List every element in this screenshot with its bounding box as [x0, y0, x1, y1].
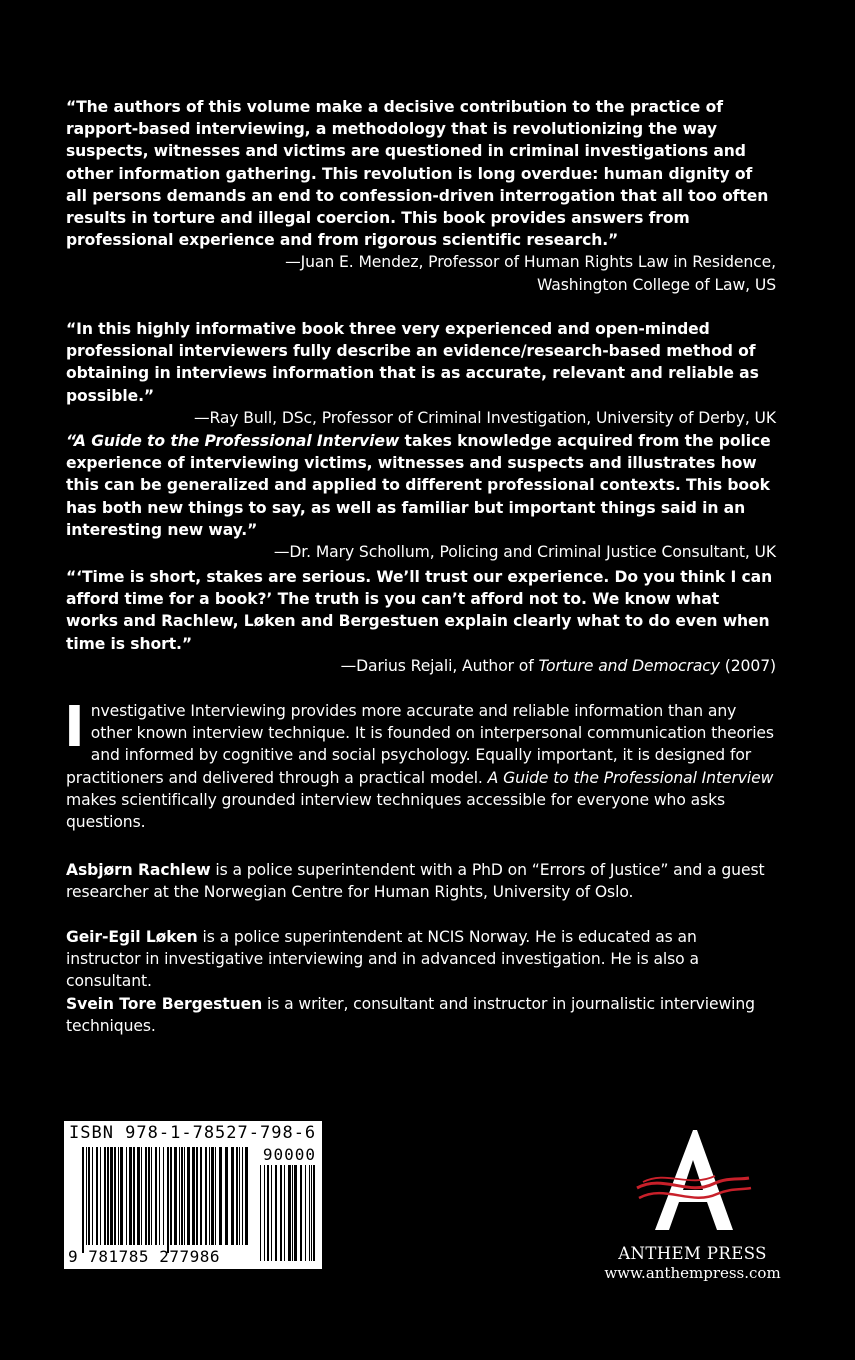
barcode-bar — [179, 1147, 180, 1245]
ean-digits: 9 781785 277986 — [68, 1247, 220, 1266]
book-title: Torture and Democracy — [538, 656, 720, 675]
attribution-line: —Dr. Mary Schollum, Policing and Criminal Justice Consultant, UK — [273, 543, 776, 562]
attribution-line: Washington College of Law, US — [536, 275, 776, 294]
barcode-bar — [219, 1147, 222, 1245]
barcode-bar — [100, 1147, 101, 1245]
book-title: A Guide to the Professional Interview — [487, 768, 774, 787]
barcode-bar — [170, 1147, 172, 1245]
addon-bar — [311, 1165, 312, 1261]
barcode-bar — [155, 1147, 157, 1245]
quote-attribution — [66, 541, 776, 563]
barcode-bar — [242, 1147, 243, 1245]
barcode-bar — [205, 1147, 207, 1245]
publisher-block — [590, 1126, 795, 1282]
author-bio-3: Svein Tore Bergestuen is a writer, consultant and instructor in journalistic interviewing techniques. — [66, 995, 755, 1036]
quote-attribution — [66, 407, 776, 429]
attribution-line: —Darius Rejali, Author of Torture and Democracy (2007) — [340, 656, 776, 675]
barcode-bar — [181, 1147, 183, 1245]
barcode-bar — [159, 1147, 160, 1245]
barcode-bar — [200, 1147, 202, 1245]
barcode-bar — [120, 1147, 123, 1245]
review-quote-1 — [66, 96, 776, 296]
addon-bar — [280, 1165, 282, 1261]
isbn-barcode — [64, 1121, 322, 1269]
addon-number: 90000 — [262, 1145, 316, 1164]
quote-attribution — [66, 655, 776, 677]
addon-bar — [294, 1165, 297, 1261]
addon-bar — [309, 1165, 310, 1261]
addon-bar — [260, 1165, 261, 1261]
addon-bar — [292, 1165, 293, 1261]
attribution-line: —Juan E. Mendez, Professor of Human Rights Law in Residence, — [285, 253, 776, 272]
barcode-bar — [110, 1147, 113, 1245]
barcode-bar — [163, 1147, 164, 1245]
publisher-url[interactable]: www.anthempress.com — [604, 1264, 781, 1282]
barcode-bar — [104, 1147, 106, 1245]
barcode-bar — [129, 1147, 132, 1245]
review-quote-2 — [66, 318, 776, 429]
review-quote-4 — [66, 566, 776, 677]
barcode-bar — [184, 1147, 185, 1245]
author-bio-2: Geir-Egil Løken is a police superintendent at NCIS Norway. He is educated as an instructor in investigative interviewing and in advanced investigation. He is also a consultant. — [66, 928, 699, 991]
barcode-bar — [118, 1147, 119, 1245]
publisher-name: ANTHEM PRESS — [618, 1244, 767, 1263]
anthem-press-logo — [633, 1126, 753, 1236]
isbn-label: ISBN 978-1-78527-798-6 — [69, 1123, 317, 1143]
barcode-bar — [148, 1147, 150, 1245]
addon-bar — [284, 1165, 285, 1261]
barcode-bar — [225, 1147, 228, 1245]
barcode-bar — [82, 1147, 84, 1253]
book-description: Investigative Interviewing provides more accurate and reliable information than any other known interview technique. It is founded on interpersonal communication theories and informed by cognitive and social psychology. Equally important, it is designed for practitioners and delivered through a practical model. A Guide to the Professional Interview makes scientifically grounded interview techniques accessible for everyone who asks questions. — [64, 695, 774, 832]
addon-bar — [267, 1165, 269, 1261]
addon-bar — [264, 1165, 265, 1261]
barcode-bar — [187, 1147, 190, 1245]
quote-text: “In this highly informative book three very experienced and open-minded professional interviewers fully describe an evidence/research-based method of obtaining in interviews information that is as accurate, relevant and reliable as possible.” — [66, 320, 759, 405]
addon-bar — [300, 1165, 302, 1261]
quote-text: “‘Time is short, stakes are serious. We’ll trust our experience. Do you think I can afford time for a book?’ The truth is you can’t afford not to. We know what works and Rachlew, Løken and Bergestuen explain clearly what to do even when time is short.” — [66, 568, 773, 653]
barcode-bar — [174, 1147, 177, 1245]
attribution-line: —Ray Bull, DSc, Professor of Criminal Investigation, University of Derby, UK — [193, 408, 776, 427]
barcode-bar — [145, 1147, 147, 1245]
barcode-bar — [151, 1147, 152, 1245]
author-name: Svein Tore Bergestuen — [66, 995, 263, 1013]
addon-bar — [313, 1165, 315, 1261]
barcode-bar — [236, 1147, 238, 1245]
author-bio-1: Asbjørn Rachlew is a police superintendent with a PhD on “Errors of Justice” and a guest researcher at the Norwegian Centre for Human Rights, University of Oslo. — [66, 861, 765, 902]
addon-bar — [305, 1165, 306, 1261]
barcode-bar — [167, 1147, 169, 1253]
barcode-bar — [239, 1147, 240, 1245]
barcode-bar — [245, 1147, 248, 1245]
author-name: Asbjørn Rachlew — [66, 861, 211, 879]
barcode-bar — [92, 1147, 93, 1245]
barcode-bar — [96, 1147, 98, 1245]
barcode-bar — [114, 1147, 116, 1245]
addon-bar — [288, 1165, 291, 1261]
addon-bar — [271, 1165, 272, 1261]
review-quote-3 — [66, 430, 776, 563]
quote-text: “A Guide to the Professional Interview takes knowledge acquired from the police experience of interviewing victims, witnesses and suspects and illustrates how this can be generalized and applied to different professional contexts. This book has both new things to say, as well as familiar but important things said in an interesting new way.” — [66, 432, 771, 539]
barcode-bar — [126, 1147, 127, 1245]
barcode-bar — [133, 1147, 135, 1245]
barcode-bar — [88, 1147, 90, 1245]
barcode-bar — [137, 1147, 140, 1245]
book-title: “A Guide to the Professional Interview — [66, 432, 400, 450]
author-name: Geir-Egil Løken — [66, 928, 198, 946]
drop-cap: I — [64, 695, 85, 760]
barcode-bar — [107, 1147, 109, 1245]
barcode-bar — [196, 1147, 198, 1245]
barcode-bar — [211, 1147, 214, 1245]
addon-bar — [275, 1165, 277, 1261]
quote-attribution — [66, 251, 776, 295]
barcode-bar — [215, 1147, 216, 1245]
barcode-bar — [209, 1147, 210, 1245]
quote-text: “The authors of this volume make a decisive contribution to the practice of rapport-based interviewing, a methodology that is revolutionizing the way suspects, witnesses and victims are questioned in criminal investigations and other information gathering. This revolution is long overdue: human dignity of all persons demands an end to confession-driven interrogation that all too often results in torture and illegal coercion. This book provides answers from professional experience and from rigorous scientific research.” — [66, 98, 769, 250]
barcode-bar — [231, 1147, 234, 1245]
barcode-bar — [192, 1147, 195, 1245]
barcode-bar — [86, 1147, 87, 1245]
barcode-bar — [141, 1147, 142, 1245]
